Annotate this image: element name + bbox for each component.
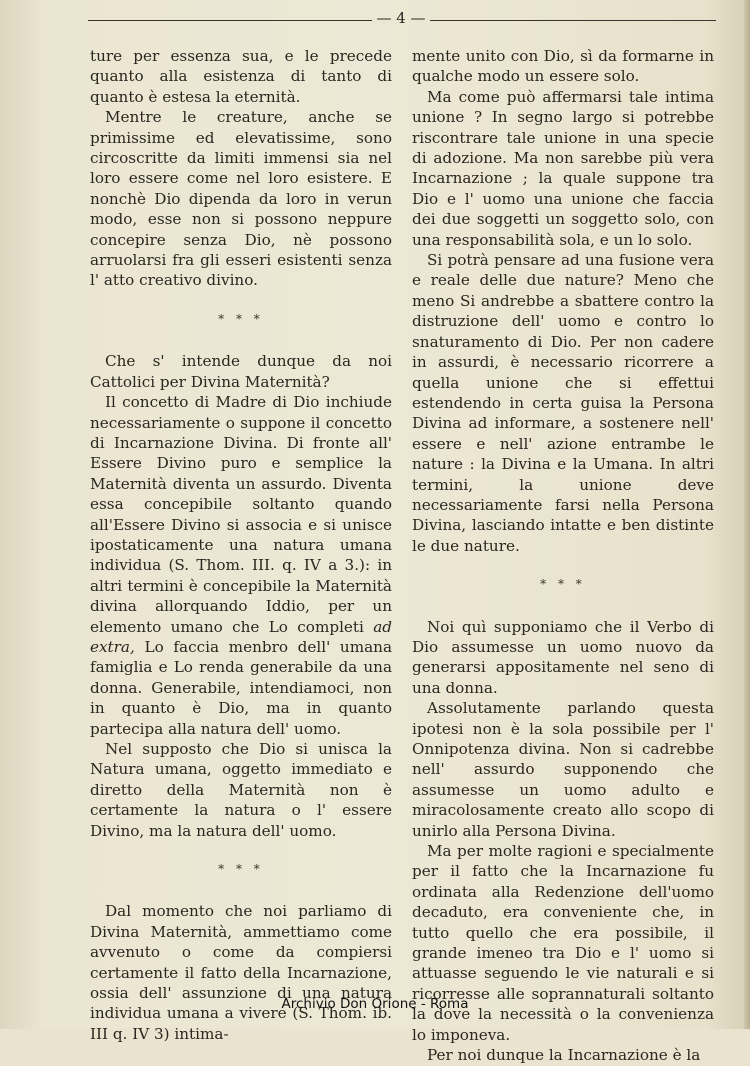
- page-edge: [744, 0, 750, 1029]
- right-column: [412, 46, 714, 1066]
- paragraph: Nel supposto che Dio si unisca la Natura umana, oggetto immediato e diretto della Maternità non è certamente la natura o l' essere Divino, ma la natura dell' uomo.: [90, 740, 392, 840]
- header-rule-right: [430, 20, 716, 21]
- section-separator: * * *: [218, 862, 264, 877]
- italic-phrase: ad extra,: [90, 617, 392, 656]
- paragraph: Noi quì supponiamo che il Verbo di Dio assumesse un uomo nuovo da generarsi appositamente nel seno di una donna.: [412, 617, 714, 697]
- paragraph-text: Lo faccia menbro dell' umana famiglia e Lo renda generabile da una donna. Generabile, intendiamoci, non in quanto è Dio, ma in quanto partecipa alla natura dell' uomo.: [90, 637, 393, 738]
- paragraph: Mentre le creature, anche se primissime ed elevatissime, sono circoscritte da limiti immensi sia nel loro essere come nel loro esistere. E nonchè Dio dipenda da loro in verun modo, esse non si possono neppure concepire senza Dio, nè possono arruolarsi fra gli esseri esistenti senza l' atto creativo divino.: [90, 108, 392, 290]
- paragraph-text: Il concetto di Madre di Dio inchiude necessariamente o suppone il concetto di Incarnazione Divina. Di fronte all' Essere Divino puro e semplice la Maternità diventa un assurdo. Diventa essa concepibile soltanto quando all'Essere Divino si associa e si unisce ipostaticamente una natura umana individua (S. Thom. III. q. IV a 3.): in altri termini è concepibile la Maternità divina allorquando Iddio, per un elemento umano che Lo completi: [90, 393, 392, 636]
- paragraph: Si potrà pensare ad una fusione vera e reale delle due nature? Meno che meno Si andrebbe a sbattere contro la distruzione dell' uomo e contro lo snaturamento di Dio. Per non cadere in assurdi, è necessario ricorrere a quella unione che si effettui estendendo in certa guisa la Persona Divina ad informare, a sostenere nell' essere e nell' azione entrambe le nature : la Divina e la Umana. In altri termini, la unione deve necessariamente farsi nella Persona Divina, lasciando intatte e ben distinte le due nature.: [412, 251, 714, 555]
- page-number: — 4 —: [376, 9, 426, 27]
- archive-footer: Archivio Don Orione - Roma: [281, 996, 469, 1012]
- paragraph: Assolutamente parlando questa ipotesi non è la sola possibile per l' Onnipotenza divina. Non si cadrebbe nell' assurdo supponendo che assumesse un uomo adulto e miracolosamente creato allo scopo di unirlo alla Persona Divina.: [412, 699, 714, 840]
- paragraph: Ma per molte ragioni e specialmente per il fatto che la Incarnazione fu ordinata alla Redenzione dell'uomo decaduto, era conveniente che, in tutto quello che era possibile, il grande imeneo tra Dio e l' uomo si attuasse seguendo le vie naturali e si ricorresse alle soprannaturali soltanto la dove la necessità o la convenienza lo imponeva.: [412, 842, 714, 1044]
- paragraph: Ma come può affermarsi tale intima unione ? In segno largo si potrebbe riscontrare tale unione in una specie di adozione. Ma non sarebbe più vera Incarnazione ; la quale suppone tra Dio e l' uomo una unione che faccia dei due soggetti un soggetto solo, con una responsabilità sola, e un lo solo.: [412, 87, 714, 249]
- section-separator: * * *: [540, 577, 586, 592]
- paragraph: Dal momento che noi parliamo di Divina Maternità, ammettiamo come avvenuto o come da compiersi certamente il fatto della Incarnazione, ossia dell' assunzione di una natura individua umana a vivere (S. Thom. ib. III q. IV 3) intima-: [90, 902, 392, 1043]
- left-column: [90, 46, 392, 1044]
- paragraph: Per noi dunque la Incarnazione è la: [427, 1046, 701, 1065]
- paragraph: Che s' intende dunque da noi Cattolici per Divina Maternità?: [90, 352, 392, 391]
- paragraph: mente unito con Dio, sì da formarne in qualche modo un essere solo.: [412, 47, 714, 86]
- header-rule-left: [88, 20, 372, 21]
- paragraph: ture per essenza sua, e le precede quanto alla esistenza di tanto di quanto è estesa la eternità.: [90, 47, 392, 106]
- paragraph: [90, 392, 392, 739]
- section-separator: * * *: [218, 311, 264, 326]
